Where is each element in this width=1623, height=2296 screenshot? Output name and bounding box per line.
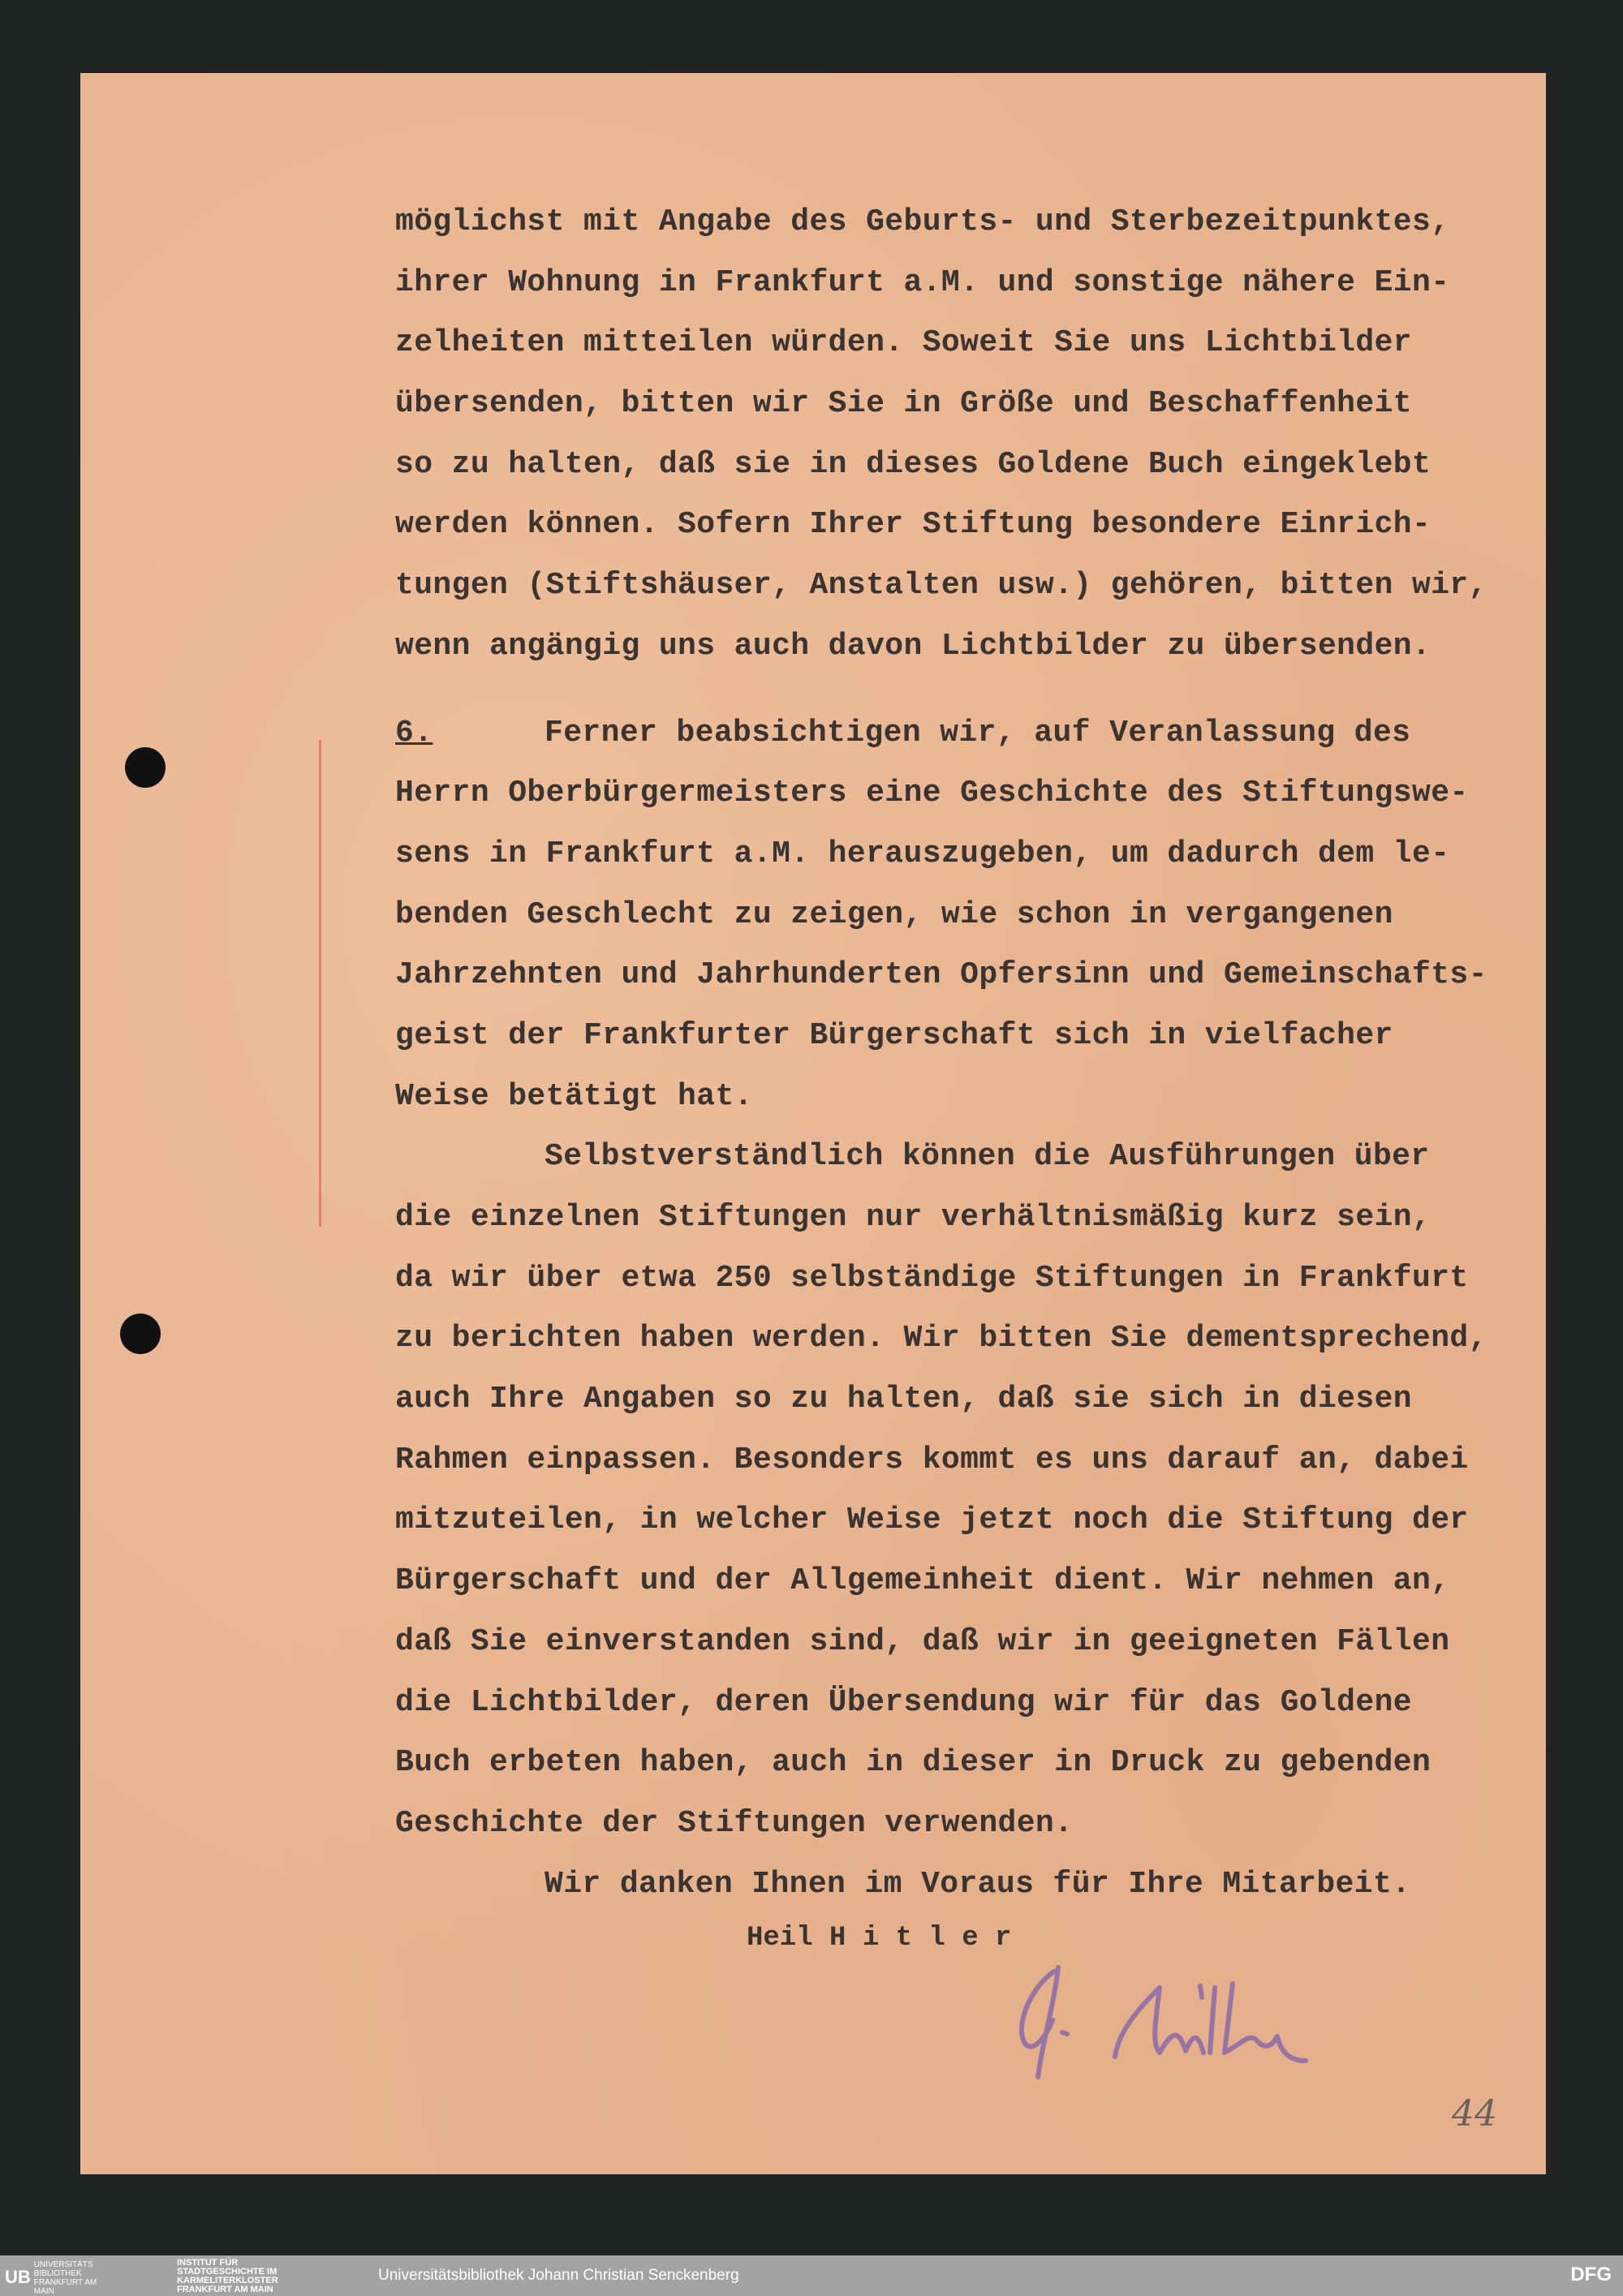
text-line: Herrn Oberbürgermeisters eine Geschichte des Stiftungswe- bbox=[395, 776, 1469, 811]
text-line: zelheiten mitteilen würden. Soweit Sie uns Lichtbilder bbox=[395, 325, 1412, 361]
text-line: auch Ihre Angaben so zu halten, daß sie sich in diesen bbox=[395, 1382, 1412, 1417]
text-line: wenn angängig uns auch davon Lichtbilder zu übersenden. bbox=[395, 628, 1431, 664]
text-line: Jahrzehnten und Jahrhunderten Opfersinn und Gemeinschafts- bbox=[395, 957, 1487, 993]
text-line: Bürgerschaft und der Allgemeinheit dient. Wir nehmen an, bbox=[395, 1563, 1450, 1599]
text-line: 6. Ferner beabsichtigen wir, auf Veranlassung des bbox=[395, 703, 1487, 764]
text-line: Geschichte der Stiftungen verwenden. bbox=[395, 1805, 1074, 1841]
text-line: übersenden, bitten wir Sie in Größe und Beschaffenheit bbox=[395, 386, 1412, 422]
library-title: Universitätsbibliothek Johann Christian Senckenberg bbox=[378, 2267, 739, 2284]
page-number: 44 bbox=[1452, 2093, 1497, 2135]
text-line: zu berichten haben werden. Wir bitten Sie dementsprechend, bbox=[395, 1321, 1487, 1357]
text-line: so zu halten, daß sie in dieses Goldene Buch eingeklebt bbox=[395, 446, 1431, 482]
text-line: Weise betätigt hat. bbox=[395, 1078, 753, 1114]
ub-logo[interactable]: UBUNIVERSITÄTS BIBLIOTHEK FRANKFURT AM MAIN bbox=[5, 2260, 97, 2296]
text-line: benden Geschlecht zu zeigen, wie schon in vergangenen bbox=[395, 896, 1393, 932]
text-line: Buch erbeten haben, auch in dieser in Druck zu gebenden bbox=[395, 1745, 1431, 1781]
text-line: da wir über etwa 250 selbständige Stiftungen in Frankfurt bbox=[395, 1260, 1469, 1296]
letter-body bbox=[395, 192, 1487, 1915]
text-line: sens in Frankfurt a.M. herauszugeben, um dadurch dem le- bbox=[395, 836, 1450, 871]
text-line: Rahmen einpassen. Besonders kommt es uns darauf an, dabei bbox=[395, 1442, 1469, 1477]
margin-mark bbox=[319, 740, 321, 1227]
text-line: daß Sie einverstanden sind, daß wir in geeigneten Fällen bbox=[395, 1623, 1450, 1659]
text-line: möglichst mit Angabe des Geburts- und Sterbezeitpunktes, bbox=[395, 204, 1450, 239]
signature bbox=[957, 1955, 1379, 2085]
salutation: Heil H i t l e r bbox=[747, 1923, 1012, 1954]
dfg-logo[interactable]: DFG bbox=[1570, 2264, 1612, 2285]
isg-logo[interactable]: INSTITUT FÜR STADTGESCHICHTE IM KARMELITERKLOSTER FRANKFURT AM MAIN bbox=[177, 2258, 278, 2294]
text-line: tungen (Stiftshäuser, Anstalten usw.) gehören, bitten wir, bbox=[395, 568, 1487, 604]
punch-hole bbox=[125, 747, 166, 788]
text-line: mitzuteilen, in welcher Weise jetzt noch die Stiftung der bbox=[395, 1503, 1469, 1538]
text-line: werden können. Sofern Ihrer Stiftung besondere Einrich- bbox=[395, 507, 1431, 543]
footer-bar bbox=[0, 2255, 1623, 2296]
document-page bbox=[80, 73, 1546, 2174]
text-line: geist der Frankfurter Bürgerschaft sich in vielfacher bbox=[395, 1017, 1393, 1053]
closing-line: Wir danken Ihnen im Voraus für Ihre Mitarbeit. bbox=[545, 1866, 1411, 1902]
section-number: 6. bbox=[395, 715, 433, 750]
text-line: die einzelnen Stiftungen nur verhältnismäßig kurz sein, bbox=[395, 1200, 1431, 1235]
text-line: ihrer Wohnung in Frankfurt a.M. und sonstige nähere Ein- bbox=[395, 264, 1450, 300]
punch-hole bbox=[120, 1314, 161, 1354]
text-line: die Lichtbilder, deren Übersendung wir für das Goldene bbox=[395, 1684, 1412, 1720]
text-line: Selbstverständlich können die Ausführungen über bbox=[545, 1139, 1430, 1175]
